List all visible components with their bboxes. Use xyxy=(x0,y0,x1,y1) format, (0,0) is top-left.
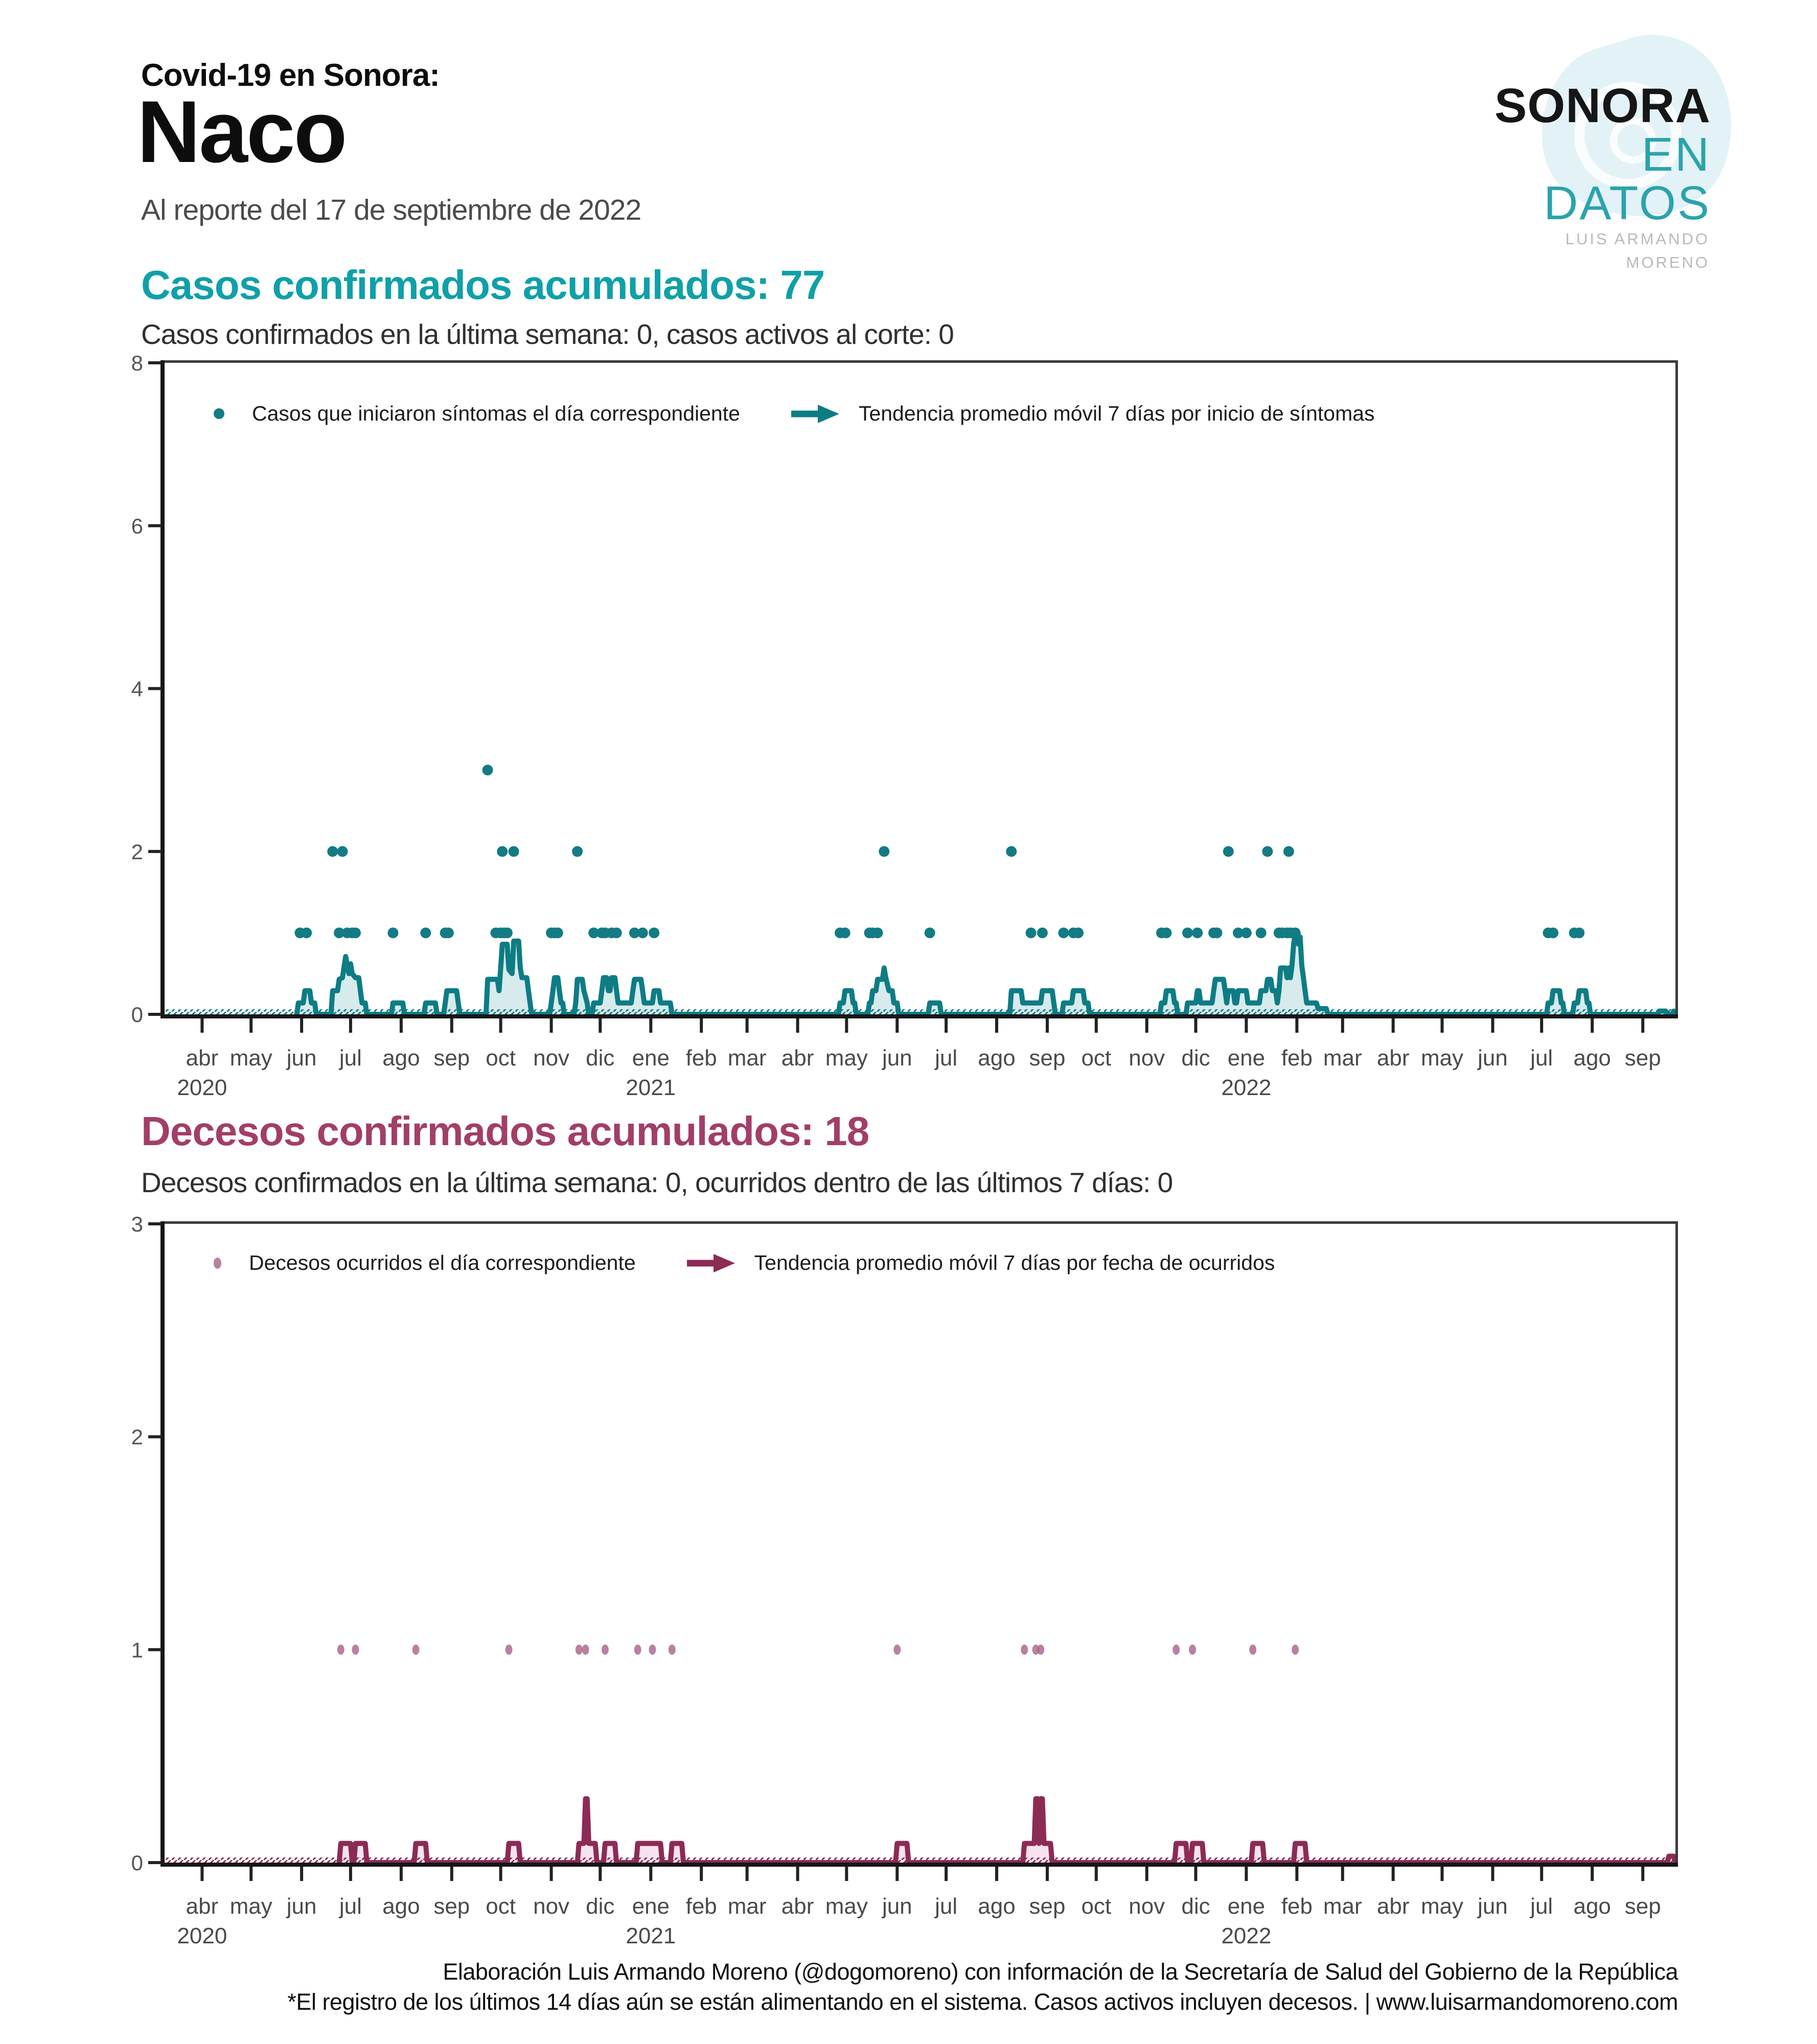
svg-text:mar: mar xyxy=(727,1046,767,1071)
svg-text:oct: oct xyxy=(1081,1894,1112,1919)
svg-text:jul: jul xyxy=(1530,1046,1553,1071)
svg-text:jun: jun xyxy=(1478,1046,1508,1071)
svg-text:abr: abr xyxy=(1376,1046,1410,1071)
trend-arrow-icon xyxy=(685,1253,736,1273)
svg-text:4: 4 xyxy=(131,677,143,701)
svg-text:1: 1 xyxy=(131,1638,143,1662)
svg-text:2021: 2021 xyxy=(626,1075,676,1100)
svg-text:may: may xyxy=(229,1046,272,1071)
logo-author: LUIS ARMANDO MORENO xyxy=(1565,229,1710,272)
svg-text:feb: feb xyxy=(685,1894,717,1919)
svg-text:2: 2 xyxy=(131,840,143,864)
svg-text:ago: ago xyxy=(1573,1046,1611,1071)
svg-text:ene: ene xyxy=(632,1894,670,1919)
svg-text:feb: feb xyxy=(1281,1894,1313,1919)
svg-text:abr: abr xyxy=(186,1046,219,1071)
cases-legend-trend-label: Tendencia promedio móvil 7 días por inicio de síntomas xyxy=(858,402,1375,425)
svg-text:jun: jun xyxy=(286,1894,317,1919)
svg-text:nov: nov xyxy=(533,1046,570,1071)
svg-text:6: 6 xyxy=(131,514,143,538)
footer-note: *El registro de los últimos 14 días aún se están alimentando en el sistema. Casos activos incluyen decesos. | www.luisarmandomoreno.com xyxy=(287,1988,1678,2015)
svg-text:jun: jun xyxy=(1478,1894,1508,1919)
svg-text:2020: 2020 xyxy=(177,1923,227,1948)
svg-text:abr: abr xyxy=(186,1894,219,1919)
svg-text:mar: mar xyxy=(727,1894,767,1919)
svg-text:jul: jul xyxy=(935,1894,958,1919)
cases-section-subtitle: Casos confirmados en la última semana: 0, casos activos al corte: 0 xyxy=(141,318,954,350)
svg-text:dic: dic xyxy=(586,1894,615,1919)
svg-text:may: may xyxy=(825,1046,868,1071)
svg-text:nov: nov xyxy=(1129,1894,1165,1919)
deaths-point-icon xyxy=(214,1258,221,1269)
svg-text:2020: 2020 xyxy=(177,1075,227,1100)
svg-text:mar: mar xyxy=(1323,1046,1362,1071)
svg-text:may: may xyxy=(229,1894,272,1919)
svg-text:oct: oct xyxy=(486,1894,516,1919)
svg-text:abr: abr xyxy=(781,1894,814,1919)
svg-text:sep: sep xyxy=(1624,1894,1661,1919)
deaths-chart xyxy=(0,1211,1817,1993)
svg-text:8: 8 xyxy=(131,353,143,375)
svg-text:feb: feb xyxy=(685,1046,717,1071)
cases-legend-point-label: Casos que iniciaron síntomas el día correspondiente xyxy=(252,402,740,425)
svg-text:sep: sep xyxy=(1624,1046,1661,1071)
deaths-legend-trend-label: Tendencia promedio móvil 7 días por fecha de ocurridos xyxy=(754,1251,1275,1274)
svg-text:0: 0 xyxy=(131,1851,143,1875)
svg-text:dic: dic xyxy=(1181,1046,1210,1071)
trend-arrow-icon xyxy=(789,404,840,424)
svg-text:may: may xyxy=(825,1894,868,1919)
svg-text:jul: jul xyxy=(339,1046,362,1071)
svg-text:may: may xyxy=(1420,1046,1464,1071)
logo-en-datos: EN DATOS xyxy=(1544,128,1711,229)
svg-text:may: may xyxy=(1420,1894,1464,1919)
svg-text:jul: jul xyxy=(339,1894,362,1919)
svg-text:jul: jul xyxy=(1530,1894,1553,1919)
svg-text:mar: mar xyxy=(1323,1894,1362,1919)
svg-text:jun: jun xyxy=(882,1894,912,1919)
svg-text:nov: nov xyxy=(533,1894,570,1919)
svg-text:ene: ene xyxy=(1227,1894,1266,1919)
svg-text:2: 2 xyxy=(131,1425,143,1449)
svg-text:sep: sep xyxy=(1029,1894,1066,1919)
report-date: Al reporte del 17 de septiembre de 2022 xyxy=(141,194,641,226)
svg-text:dic: dic xyxy=(586,1046,615,1071)
svg-text:ago: ago xyxy=(978,1894,1016,1919)
svg-text:jul: jul xyxy=(935,1046,958,1071)
footer-credit: Elaboración Luis Armando Moreno (@dogomoreno) con información de la Secretaría de Salud del Gobierno de la República xyxy=(443,1959,1678,1985)
cases-point-icon xyxy=(214,408,224,419)
svg-text:abr: abr xyxy=(1376,1894,1410,1919)
svg-text:jun: jun xyxy=(286,1046,317,1071)
deaths-section-title: Decesos confirmados acumulados: 18 xyxy=(141,1108,869,1154)
footer xyxy=(287,1957,1678,2017)
svg-text:feb: feb xyxy=(1281,1046,1313,1071)
svg-text:ago: ago xyxy=(382,1046,420,1071)
svg-text:dic: dic xyxy=(1181,1894,1210,1919)
page-title: Naco xyxy=(137,83,346,181)
svg-text:ene: ene xyxy=(1227,1046,1266,1071)
deaths-legend-point-label: Decesos ocurridos el día correspondiente xyxy=(249,1251,636,1274)
svg-text:oct: oct xyxy=(486,1046,516,1071)
svg-text:oct: oct xyxy=(1081,1046,1112,1071)
svg-text:sep: sep xyxy=(1029,1046,1066,1071)
svg-text:0: 0 xyxy=(131,1003,143,1027)
logo xyxy=(1480,36,1725,272)
cases-chart xyxy=(0,353,1817,1134)
deaths-section-subtitle: Decesos confirmados en la última semana: 0, ocurridos dentro de las últimos 7 días: 0 xyxy=(141,1167,1173,1198)
svg-text:sep: sep xyxy=(433,1046,470,1071)
svg-text:jun: jun xyxy=(882,1046,912,1071)
deaths-legend xyxy=(214,1251,1275,1275)
svg-text:ago: ago xyxy=(1573,1894,1611,1919)
svg-text:2022: 2022 xyxy=(1221,1923,1272,1948)
svg-text:2022: 2022 xyxy=(1221,1075,1272,1100)
svg-text:ene: ene xyxy=(632,1046,670,1071)
svg-text:2021: 2021 xyxy=(626,1923,676,1948)
svg-text:nov: nov xyxy=(1129,1046,1165,1071)
cases-section-title: Casos confirmados acumulados: 77 xyxy=(141,262,825,308)
header-kicker: Covid-19 en Sonora: xyxy=(141,58,440,93)
svg-text:ago: ago xyxy=(382,1894,420,1919)
svg-text:abr: abr xyxy=(781,1046,814,1071)
svg-text:sep: sep xyxy=(433,1894,470,1919)
svg-text:ago: ago xyxy=(978,1046,1016,1071)
logo-sonora: SONORA xyxy=(1494,79,1711,133)
svg-text:3: 3 xyxy=(131,1212,143,1236)
cases-legend xyxy=(214,402,1375,426)
